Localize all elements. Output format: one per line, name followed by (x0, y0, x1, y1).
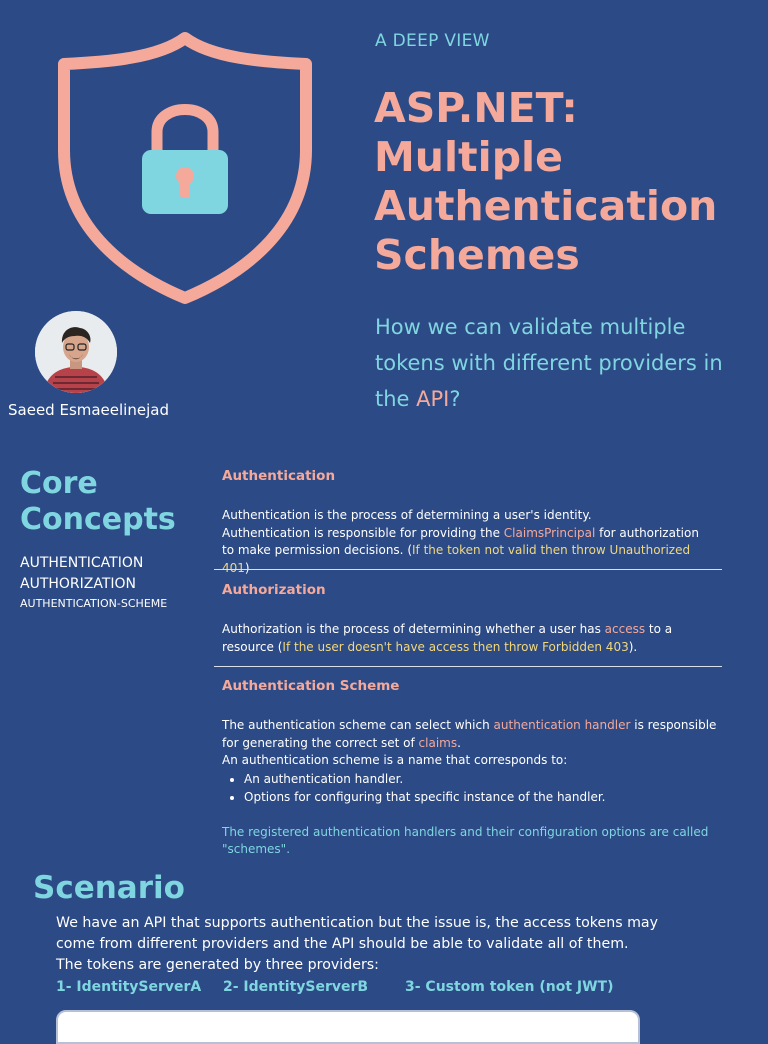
subtitle-highlight: API (416, 387, 450, 411)
subtitle: How we can validate multiple tokens with different providers in the API? (375, 315, 723, 411)
provider-item: 1- IdentityServerA (56, 979, 202, 995)
scenario-text: We have an API that supports authentication but the issue is, the access tokens may come from different providers and the API should be able to validate all of them. The tokens are generated by three providers: (56, 915, 659, 973)
page-title: ASP.NET: Multiple Authentication Schemes (374, 84, 718, 279)
core-concepts-list (20, 553, 167, 613)
scheme-text: The authentication scheme can select which authentication handler is responsible for generating the correct set of claims. An authentication scheme is a name that corresponds to: • An authentication handler. • Options for configuring that specific instance of the handler. The registered authentication handlers and their configuration options are called "schemes". (222, 717, 722, 859)
author-avatar (35, 311, 117, 393)
diagram-card (56, 1010, 640, 1044)
provider-item: 2- IdentityServerB (223, 979, 369, 995)
scheme-note: The registered authentication handlers and their configuration options are called "schemes". (222, 824, 709, 857)
core-item: AUTHENTICATION-SCHEME (20, 597, 168, 610)
list-item: • Options for configuring that specific instance of the handler. (244, 788, 722, 806)
author-name: Saeed Esmaeelinejad (8, 401, 169, 419)
shield-lock-icon (58, 32, 312, 304)
section-heading-scheme: Authentication Scheme (222, 678, 400, 694)
divider (214, 666, 722, 667)
list-item: • An authentication handler. (244, 770, 722, 788)
core-concepts-title: Core Concepts (20, 466, 176, 537)
scenario-title: Scenario (33, 870, 185, 906)
person-icon (35, 311, 117, 393)
kicker-label: A DEEP VIEW (375, 31, 490, 51)
core-item: AUTHORIZATION (20, 576, 137, 592)
divider (214, 569, 722, 570)
authentication-text: Authentication is the process of determining a user's identity. Authentication is responsible for providing the ClaimsPrincipal for authorization to make permission decisions. (If the token not valid then throw Unauthorized 401) (222, 508, 699, 575)
provider-item: 3- Custom token (not JWT) (405, 979, 614, 995)
authorization-text: Authorization is the process of determining whether a user has access to a resource (If the user doesn't have access then throw Forbidden 403). (222, 622, 673, 654)
section-heading-authentication: Authentication (222, 468, 336, 484)
providers-list (56, 979, 616, 999)
core-item: AUTHENTICATION (20, 555, 144, 571)
scheme-bullets (222, 770, 722, 806)
section-heading-authorization: Authorization (222, 582, 326, 598)
